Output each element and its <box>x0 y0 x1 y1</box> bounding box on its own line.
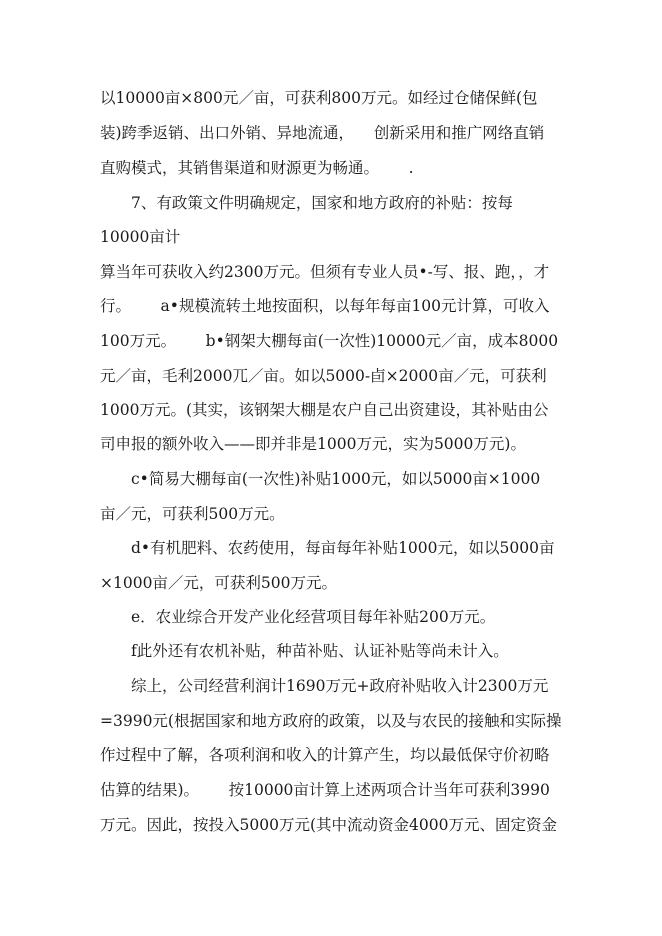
text-line-22: 万元。因此，按投入5000万元(其中流动资金4000万元、固定资金 <box>100 816 557 834</box>
text-line-12: c•简易大棚每亩(一次性)补贴1000元，如以5000亩×1000 <box>131 470 541 488</box>
text-line-11: 司申报的额外收入——即并非是1000万元，实为5000万元)。 <box>100 435 526 453</box>
text-line-2: 装)跨季返销、出口外销、异地流通， 创新采用和推广网络直销 <box>100 124 545 142</box>
text-line-10: 1000万元。(其实，该钢架大棚是农户自己出资建设，其补贴由公 <box>100 401 549 419</box>
text-line-16: e．农业综合开发产业化经营项目每年补贴200万元。 <box>131 608 496 626</box>
text-line-8: 100万元。 b•钢架大棚每亩(一次性)10000元／亩，成本8000 <box>100 332 559 350</box>
text-line-21: 估算的结果)。 按10000亩计算上述两项合计当年可获利3990 <box>100 781 550 799</box>
text-line-13: 亩／元，可获利500万元。 <box>100 505 285 523</box>
text-line-3: 直购模式，其销售渠道和财源更为畅通。 . <box>100 159 414 177</box>
text-line-4: 7、有政策文件明确规定，国家和地方政府的补贴：按每 <box>131 194 513 212</box>
text-line-5: 10000亩计 <box>100 228 181 246</box>
text-line-19: =3990元(根据国家和地方政府的政策，以及与农民的接触和实际操 <box>100 712 562 730</box>
text-line-18: 综上，公司经营利润计1690万元+政府补贴收入计2300万元 <box>131 677 549 695</box>
text-line-1: 以10000亩×800元／亩，可获利800万元。如经过仓储保鲜(包 <box>100 89 538 107</box>
text-line-7: 行。 a•规模流转土地按面积，以每年每亩100元计算，可收入 <box>100 297 550 315</box>
text-line-20: 作过程中了解，各项利润和收入的计算产生，均以最低保守价初略 <box>100 746 550 764</box>
text-line-17: f此外还有农机补贴，种苗补贴、认证补贴等尚未计入。 <box>131 642 509 660</box>
text-line-14: d•有机肥料、农药使用，每亩每年补贴1000元，如以5000亩 <box>131 539 555 557</box>
text-line-6: 算当年可获收入约2300万元。但须有专业人员•-写、报、跑，，才 <box>100 263 550 281</box>
text-line-9: 元／亩，毛利2000兀／亩。如以5000-卣×2000亩／元，可获利 <box>100 367 547 385</box>
text-line-15: ×1000亩／元，可获利500万元。 <box>100 574 338 592</box>
